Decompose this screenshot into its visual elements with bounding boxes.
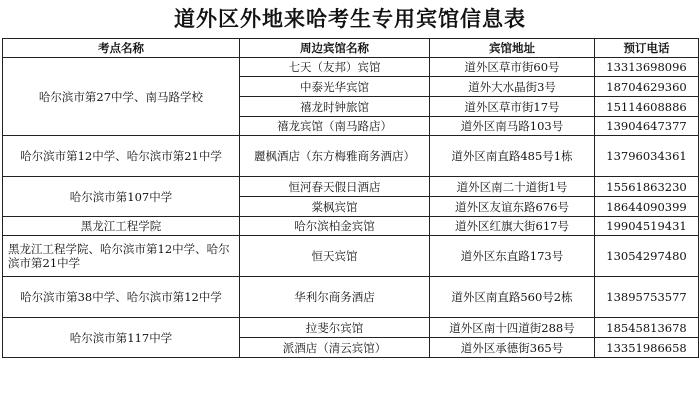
header-phone: 预订电话 <box>595 39 699 58</box>
page-title: 道外区外地来哈考生专用宾馆信息表 <box>174 6 526 31</box>
header-venue: 考点名称 <box>3 39 240 58</box>
hotel-name: 华利尔商务酒店 <box>240 277 430 318</box>
venue-cell: 哈尔滨市第38中学、哈尔滨市第12中学 <box>3 277 240 318</box>
hotel-phone: 13904647377 <box>595 117 699 136</box>
table-row <box>3 58 699 77</box>
hotel-name: 哈尔滨柏金宾馆 <box>240 217 430 236</box>
table-row <box>3 277 699 318</box>
hotel-address: 道外区南马路103号 <box>430 117 595 136</box>
venue-cell: 哈尔滨市第12中学、哈尔滨市第21中学 <box>3 136 240 177</box>
hotel-name: 拉斐尔宾馆 <box>240 318 430 338</box>
hotel-name: 麗枫酒店（东方梅雅商务酒店） <box>240 136 430 177</box>
hotel-name: 禧龙宾馆（南马路店） <box>240 117 430 136</box>
venue-cell: 哈尔滨市第27中学、南马路学校 <box>3 58 240 136</box>
hotel-phone: 13796034361 <box>595 136 699 177</box>
hotel-address: 道外区南直路560号2栋 <box>430 277 595 318</box>
hotel-address: 道外区草市街60号 <box>430 58 595 77</box>
hotel-address: 道外区南直路485号1栋 <box>430 136 595 177</box>
hotel-address: 道外区红旗大街617号 <box>430 217 595 236</box>
hotel-phone: 13313698096 <box>595 58 699 77</box>
hotel-name: 派酒店（清云宾馆） <box>240 338 430 358</box>
hotel-phone: 13895753577 <box>595 277 699 318</box>
header-hotel: 周边宾馆名称 <box>240 39 430 58</box>
hotel-address: 道外区草市街17号 <box>430 97 595 117</box>
hotel-name: 恒天宾馆 <box>240 236 430 277</box>
hotel-phone: 15561863230 <box>595 177 699 197</box>
hotel-name: 禧龙时钟旅馆 <box>240 97 430 117</box>
hotel-phone: 18704629360 <box>595 77 699 97</box>
table-row <box>3 217 699 236</box>
hotel-info-table <box>2 38 699 358</box>
table-row <box>3 236 699 277</box>
hotel-name: 恒河春天假日酒店 <box>240 177 430 197</box>
header-address: 宾馆地址 <box>430 39 595 58</box>
hotel-phone: 19904519431 <box>595 217 699 236</box>
venue-cell: 黑龙江工程学院 <box>3 217 240 236</box>
table-row <box>3 177 699 197</box>
hotel-phone: 13054297480 <box>595 236 699 277</box>
table-row <box>3 318 699 338</box>
hotel-phone: 18545813678 <box>595 318 699 338</box>
hotel-phone: 13351986658 <box>595 338 699 358</box>
venue-cell: 哈尔滨市第117中学 <box>3 318 240 358</box>
hotel-address: 道外区东直路173号 <box>430 236 595 277</box>
table-row <box>3 136 699 177</box>
hotel-name: 棠枫宾馆 <box>240 197 430 217</box>
hotel-phone: 18644090399 <box>595 197 699 217</box>
hotel-address: 道外大水晶街3号 <box>430 77 595 97</box>
venue-cell: 哈尔滨市第107中学 <box>3 177 240 217</box>
hotel-address: 道外区承德街365号 <box>430 338 595 358</box>
hotel-address: 道外区南二十道街1号 <box>430 177 595 197</box>
hotel-address: 道外区南十四道街288号 <box>430 318 595 338</box>
hotel-phone: 15114608886 <box>595 97 699 117</box>
hotel-name: 中泰光华宾馆 <box>240 77 430 97</box>
hotel-name: 七天（友邦）宾馆 <box>240 58 430 77</box>
hotel-address: 道外区友谊东路676号 <box>430 197 595 217</box>
venue-cell: 黑龙江工程学院、哈尔滨市第12中学、哈尔滨市第21中学 <box>3 236 240 277</box>
